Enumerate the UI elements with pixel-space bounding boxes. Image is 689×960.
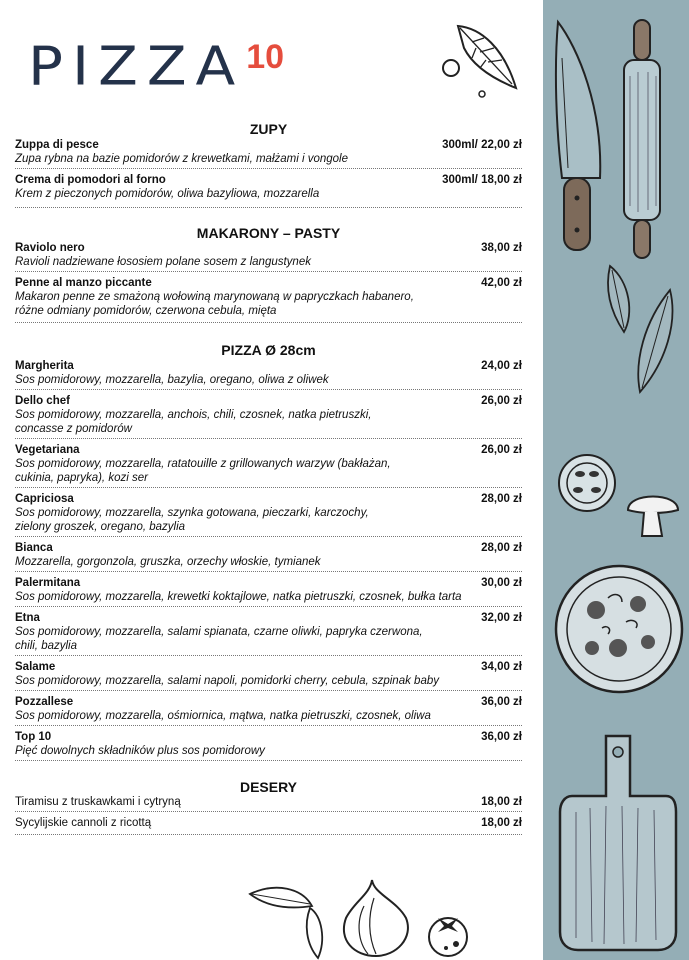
menu-item	[15, 660, 522, 688]
item-name: Top 10	[15, 731, 52, 743]
divider	[15, 207, 522, 208]
divider	[15, 571, 522, 572]
item-description: Zupa rybna na bazie pomidorów z krewetkami, małżami i vongole	[15, 153, 349, 165]
item-description: Mozzarella, gorgonzola, gruszka, orzechy włoskie, tymianek	[15, 556, 321, 568]
item-description: Sos pomidorowy, mozzarella, anchois, chili, czosnek, natka pietruszki, concasse z pomidorów	[15, 409, 372, 435]
divider	[15, 811, 522, 812]
item-price: 36,00 zł	[481, 731, 522, 743]
divider	[15, 834, 522, 835]
item-price: 34,00 zł	[481, 661, 522, 673]
menu-item	[15, 695, 522, 723]
divider	[15, 760, 522, 761]
item-name: Crema di pomodori al forno	[15, 174, 166, 186]
item-price: 30,00 zł	[481, 577, 522, 589]
menu-item	[15, 795, 522, 809]
divider	[15, 168, 522, 169]
menu-item	[15, 576, 522, 604]
item-price: 42,00 zł	[481, 277, 522, 289]
garlic-icon	[246, 876, 426, 960]
section-title-desery: DESERY	[239, 779, 298, 795]
item-name: Dello chef	[15, 395, 70, 407]
pizza-icon	[552, 562, 686, 696]
menu-item	[15, 816, 522, 830]
item-name: Bianca	[15, 542, 53, 554]
menu-item	[15, 241, 522, 269]
divider	[15, 536, 522, 537]
item-name: Margherita	[15, 360, 74, 372]
divider	[15, 322, 522, 323]
menu-item	[15, 730, 522, 758]
menu-item	[15, 394, 522, 436]
cutting-board-icon	[556, 732, 680, 954]
item-price: 28,00 zł	[481, 542, 522, 554]
item-name: Raviolo nero	[15, 242, 85, 254]
item-name: Sycylijskie cannoli z ricottą	[15, 817, 152, 829]
basil-leaf-icon	[436, 18, 526, 100]
divider	[15, 606, 522, 607]
item-description: Sos pomidorowy, mozzarella, bazylia, oregano, oliwa z oliwek	[15, 374, 329, 386]
item-name: Palermitana	[15, 577, 81, 589]
item-price: 24,00 zł	[481, 360, 522, 372]
item-description: Sos pomidorowy, mozzarella, ośmiornica, mątwa, natka pietruszki, czosnek, oliwa	[15, 710, 431, 722]
divider	[15, 389, 522, 390]
item-price: 300ml/ 22,00 zł	[442, 139, 522, 151]
item-description: Krem z pieczonych pomidorów, oliwa bazyliowa, mozzarella	[15, 188, 320, 200]
divider	[15, 655, 522, 656]
item-description: Sos pomidorowy, mozzarella, szynka gotowana, pieczarki, karczochy, zielony groszek, oregano, bazylia	[15, 507, 369, 533]
item-description: Sos pomidorowy, mozzarella, ratatouille z grillowanych warzyw (bakłażan, cukinia, papryka), kozi ser	[15, 458, 391, 484]
item-name: Salame	[15, 661, 56, 673]
item-description: Sos pomidorowy, mozzarella, salami spianata, czarne oliwki, papryka czerwona, chili, bazylia	[15, 626, 423, 652]
section-title-pizza: PIZZA Ø 28cm	[221, 342, 316, 358]
menu-item	[15, 443, 522, 485]
leaf-icon	[600, 262, 678, 402]
item-price: 38,00 zł	[481, 242, 522, 254]
mushroom-icon	[624, 484, 682, 542]
item-description: Sos pomidorowy, mozzarella, krewetki koktajlowe, natka pietruszki, czosnek, bułka tarta	[15, 591, 462, 603]
menu-item	[15, 492, 522, 534]
item-price: 36,00 zł	[481, 696, 522, 708]
section-title-makarony: MAKARONY – PASTY	[196, 225, 341, 241]
menu-item	[15, 541, 522, 569]
item-price: 18,00 zł	[481, 817, 522, 829]
item-price: 300ml/ 18,00 zł	[442, 174, 522, 186]
tomato-icon	[426, 904, 470, 958]
section-title-zupy: ZUPY	[249, 121, 288, 137]
item-name: Tiramisu z truskawkami i cytryną	[15, 796, 181, 808]
item-price: 26,00 zł	[481, 444, 522, 456]
logo-text: PIZZA	[28, 34, 245, 98]
item-description: Pięć dowolnych składników plus sos pomidorowy	[15, 745, 265, 757]
logo-number: 10	[246, 38, 285, 76]
item-price: 26,00 zł	[481, 395, 522, 407]
divider	[15, 725, 522, 726]
rolling-pin-icon	[616, 16, 672, 262]
divider	[15, 438, 522, 439]
tomato-slice-icon	[556, 452, 618, 514]
item-name: Vegetariana	[15, 444, 80, 456]
menu-item	[15, 359, 522, 387]
item-price: 28,00 zł	[481, 493, 522, 505]
item-name: Penne al manzo piccante	[15, 277, 152, 289]
divider	[15, 690, 522, 691]
item-name: Etna	[15, 612, 40, 624]
item-description: Makaron penne ze smażoną wołowiną marynowaną w papryczkach habanero, różne odmiany pomidorów, czerwona cebula, mięta	[15, 291, 414, 317]
item-name: Pozzallese	[15, 696, 74, 708]
item-name: Capriciosa	[15, 493, 74, 505]
item-name: Zuppa di pesce	[15, 139, 99, 151]
menu-item	[15, 138, 522, 166]
item-description: Ravioli nadziewane łososiem polane sosem z langustynek	[15, 256, 311, 268]
item-description: Sos pomidorowy, mozzarella, salami napoli, pomidorki cherry, cebula, szpinak baby	[15, 675, 439, 687]
knife-icon	[548, 18, 610, 258]
menu-item	[15, 173, 522, 201]
item-price: 18,00 zł	[481, 796, 522, 808]
divider	[15, 487, 522, 488]
menu-item	[15, 611, 522, 653]
menu-item	[15, 276, 522, 318]
logo	[28, 36, 284, 96]
item-price: 32,00 zł	[481, 612, 522, 624]
divider	[15, 271, 522, 272]
